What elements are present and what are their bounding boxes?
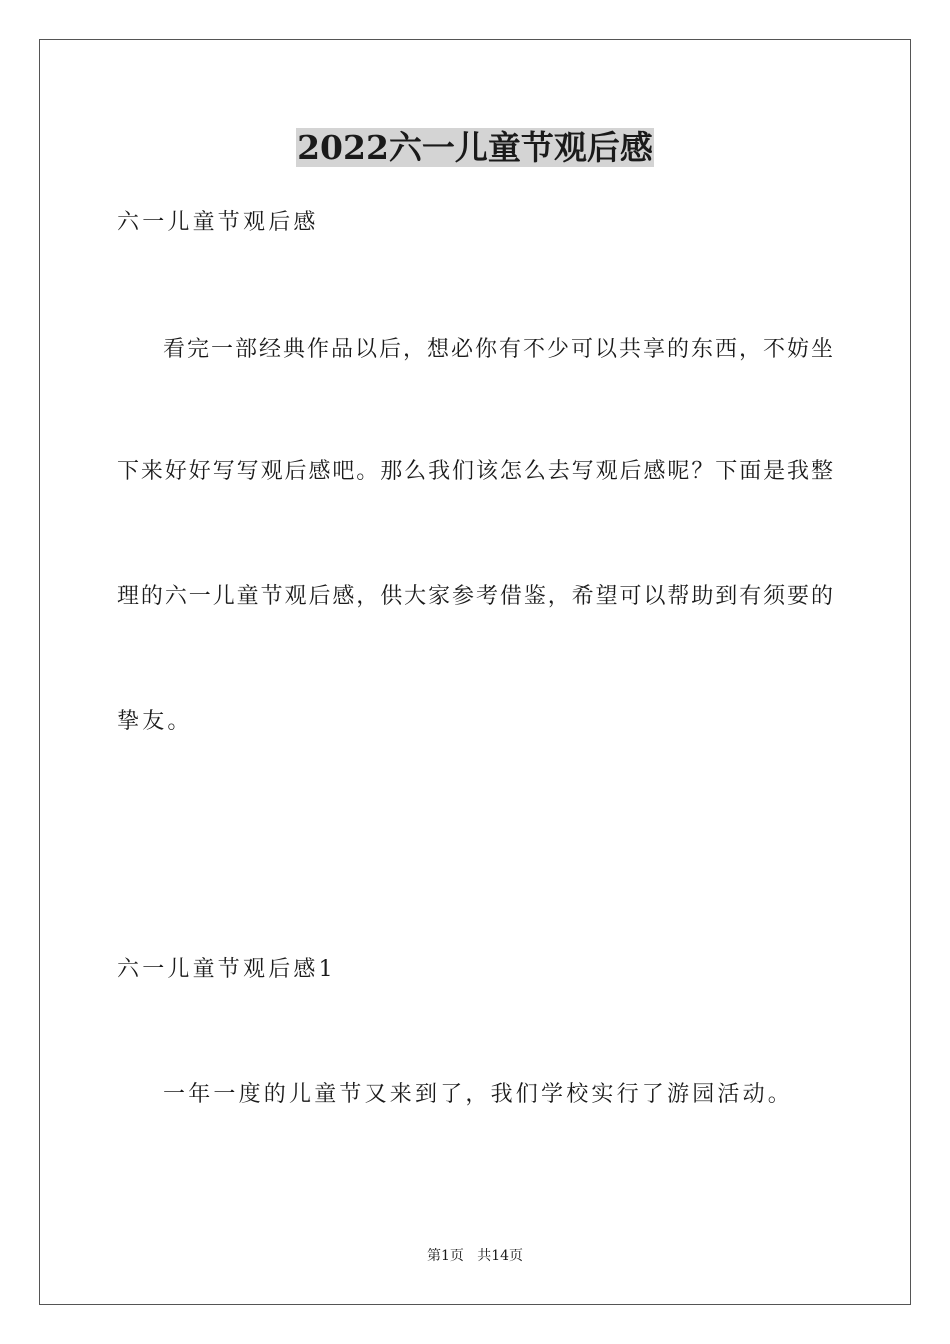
- document-title: [0, 126, 950, 170]
- section-1-line-1: 一年一度的儿童节又来到了，我们学校实行了游园活动。: [163, 1082, 794, 1107]
- page-footer: 第1页 共14页: [426, 1248, 524, 1264]
- document-title-text: 2022六一儿童节观后感: [297, 128, 653, 167]
- intro-line-1: 看完一部经典作品以后，想必你有不少可以共享的东西，不妨坐: [163, 337, 833, 362]
- intro-line-4: 挚友。: [117, 709, 193, 734]
- subtitle: 六一儿童节观后感: [117, 210, 319, 235]
- intro-line-2: 下来好好写写观后感吧。那么我们该怎么去写观后感呢？下面是我整: [117, 459, 833, 484]
- intro-line-3: 理的六一儿童节观后感，供大家参考借鉴，希望可以帮助到有须要的: [117, 584, 833, 609]
- section-1-heading: 六一儿童节观后感1: [117, 957, 336, 982]
